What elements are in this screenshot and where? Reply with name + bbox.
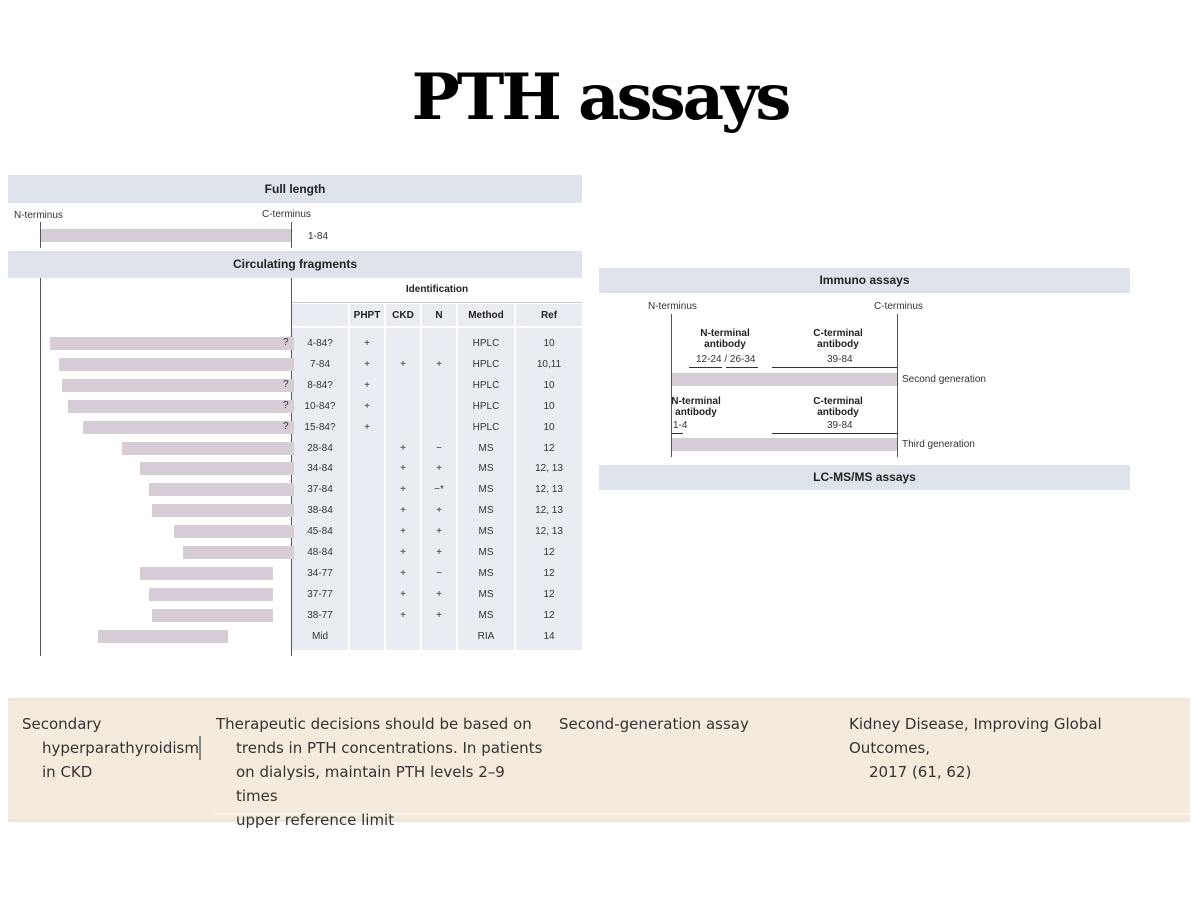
fragment-bar — [140, 462, 294, 475]
condition-line3: in CKD — [42, 763, 93, 781]
cell-frag: 10-84? — [304, 400, 336, 412]
full-length-band — [8, 175, 582, 203]
identification-header: Identification — [405, 284, 469, 295]
fragment-bar — [122, 442, 294, 455]
cell-phpt: + — [364, 379, 370, 391]
immuno-assays-band — [599, 268, 1130, 293]
third-n-epitope: 1-4 — [673, 420, 688, 431]
circulating-fragments-label: Circulating fragments — [232, 257, 358, 271]
identification-divider — [292, 302, 582, 303]
col-header-ref: Ref — [540, 310, 558, 321]
col-header-ckd: CKD — [392, 310, 414, 321]
cell-ckd: + — [400, 442, 406, 454]
fragment-bar — [62, 379, 294, 392]
cell-ref: 10 — [543, 421, 555, 433]
third-c-antibody-line2: antibody — [817, 407, 859, 418]
col-header-method: Method — [468, 310, 504, 321]
second-n-epitope-line-a — [689, 367, 722, 368]
uncertain-mark: ? — [283, 378, 289, 390]
cell-frag: 45-84 — [307, 526, 333, 538]
cell-ref: 12 — [543, 547, 555, 558]
cell-ref: 12, 13 — [535, 484, 563, 496]
cell-n: + — [436, 463, 442, 475]
col-header-n: N — [435, 310, 443, 321]
second-c-epitope: 39-84 — [827, 354, 853, 365]
recommendation-line1: Therapeutic decisions should be based on — [216, 715, 532, 733]
n-terminus-label: N-terminus — [14, 210, 63, 221]
uncertain-mark: ? — [283, 337, 289, 348]
full-length-fragment-label: 1-84 — [308, 231, 329, 242]
cell-method: MS — [478, 505, 494, 517]
c-terminus-label: C-terminus — [262, 209, 311, 220]
uncertain-mark: ? — [283, 399, 289, 411]
cell-ckd: + — [400, 567, 406, 579]
cell-frag: 8-84? — [307, 379, 333, 391]
fragment-bar — [152, 609, 272, 622]
recommendation-line4: upper reference limit — [236, 811, 395, 829]
cell-frag: 37-84 — [307, 484, 333, 496]
immuno-c-line — [897, 314, 898, 457]
third-c-epitope-line — [772, 433, 897, 434]
guideline-table-row — [8, 698, 1190, 829]
fragment-bar — [140, 567, 273, 580]
cell-n: −* — [434, 484, 444, 496]
cell-method: MS — [478, 588, 494, 600]
cell-method: RIA — [477, 630, 495, 642]
cell-ckd: + — [400, 358, 406, 370]
third-n-antibody-line2: antibody — [675, 407, 717, 418]
second-n-epitope: 12-24 / 26-34 — [696, 354, 756, 365]
second-n-antibody-line1: N-terminal — [700, 328, 750, 339]
cell-n: − — [436, 442, 442, 454]
cell-method: MS — [478, 484, 494, 496]
third-generation-bar — [672, 438, 897, 451]
cell-ref: 10 — [543, 400, 555, 412]
fragment-bar — [98, 630, 228, 643]
cell-method: HPLC — [472, 379, 500, 391]
cell-ref: 10 — [543, 338, 555, 349]
cell-ref: 12, 13 — [535, 526, 563, 538]
fragment-bar — [83, 421, 294, 434]
third-n-epitope-line — [672, 433, 683, 434]
cell-ref: 12, 13 — [535, 463, 563, 475]
cell-ckd: + — [400, 547, 406, 558]
cell-frag: 38-77 — [307, 609, 333, 621]
third-n-antibody-title — [668, 396, 724, 418]
cell-n: + — [436, 526, 442, 538]
second-generation-label: Second generation — [902, 374, 986, 385]
cell-method: MS — [478, 609, 494, 621]
reference-line2: 2017 (61, 62) — [869, 763, 972, 781]
page-title: PTH assays — [411, 60, 789, 135]
col-header-phpt: PHPT — [353, 310, 381, 321]
fragment-bar — [152, 504, 294, 517]
assay-cell: Second-generation assay — [559, 715, 749, 733]
second-n-epitope-line-b — [726, 367, 758, 368]
cell-frag: Mid — [311, 630, 329, 642]
fragment-bar — [174, 525, 294, 538]
second-n-antibody-line2: antibody — [704, 339, 746, 350]
reference-cell — [849, 712, 1184, 784]
col-bg-phpt — [350, 304, 384, 650]
cell-phpt: + — [364, 400, 370, 412]
fragment-bar — [68, 400, 294, 413]
cell-phpt: + — [364, 338, 370, 349]
cell-method: MS — [478, 567, 494, 579]
lcms-assays-band — [599, 465, 1130, 490]
cell-method: HPLC — [472, 421, 500, 433]
cell-n: + — [436, 547, 442, 558]
cell-ref: 12 — [543, 567, 555, 579]
cell-ref: 10 — [543, 379, 555, 391]
third-generation-label: Third generation — [902, 439, 975, 450]
cell-ref: 12 — [543, 588, 555, 600]
second-c-antibody-title — [800, 328, 876, 350]
third-c-antibody-line1: C-terminal — [813, 396, 863, 407]
lcms-assays-label: LC-MS/MS assays — [813, 470, 916, 484]
cell-ckd: + — [400, 588, 406, 600]
header-divider — [292, 326, 582, 328]
full-length-bar — [41, 229, 291, 242]
uncertain-mark: ? — [283, 420, 289, 432]
cell-method: HPLC — [472, 338, 500, 349]
fragments-n-line — [40, 278, 41, 656]
cell-frag: 48-84 — [307, 547, 333, 558]
cell-phpt: + — [364, 421, 370, 433]
cell-ref: 14 — [543, 630, 555, 642]
fragment-bar — [149, 483, 294, 496]
recommendation-line3: on dialysis, maintain PTH levels 2–9 times — [236, 763, 505, 805]
immuno-c-terminus-label: C-terminus — [874, 301, 923, 312]
fragment-bar — [59, 358, 294, 371]
immuno-assays-label: Immuno assays — [819, 273, 910, 287]
cell-phpt: + — [364, 358, 370, 370]
recommendation-line2: trends in PTH concentrations. In patients — [236, 739, 543, 757]
second-c-antibody-line2: antibody — [817, 339, 859, 350]
cell-frag: 37-77 — [307, 588, 333, 600]
cell-n: + — [436, 358, 442, 370]
second-generation-bar — [672, 373, 897, 386]
cell-n: + — [436, 609, 442, 621]
cell-n: − — [436, 567, 442, 579]
full-length-label: Full length — [264, 182, 326, 196]
cell-frag: 28-84 — [307, 442, 333, 454]
circulating-fragments-band — [8, 251, 582, 278]
cell-ckd: + — [400, 463, 406, 475]
cell-ckd: + — [400, 526, 406, 538]
condition-line2: hyperparathyroidism — [22, 736, 201, 760]
second-c-epitope-line — [772, 367, 897, 368]
cell-ckd: + — [400, 609, 406, 621]
third-c-antibody-title — [800, 396, 876, 418]
cell-ref: 12, 13 — [535, 505, 563, 517]
cell-frag: 38-84 — [307, 505, 333, 517]
cell-n: + — [436, 505, 442, 517]
cell-ref: 12 — [543, 442, 555, 454]
cell-method: MS — [478, 463, 494, 475]
condition-cell — [22, 712, 212, 784]
cell-method: MS — [478, 442, 494, 454]
cell-n: + — [436, 588, 442, 600]
cell-method: HPLC — [472, 358, 500, 370]
cell-frag: 34-77 — [307, 567, 333, 579]
cell-frag: 7-84 — [309, 358, 330, 370]
cell-frag: 15-84? — [304, 421, 336, 433]
cell-ckd: + — [400, 505, 406, 517]
cell-ckd: + — [400, 484, 406, 496]
cell-method: MS — [478, 526, 494, 538]
fragment-bar — [149, 588, 272, 601]
cell-ref: 12 — [543, 609, 555, 621]
third-c-epitope: 39-84 — [827, 420, 853, 431]
condition-line1: Secondary — [22, 715, 102, 733]
cell-ref: 10,11 — [536, 358, 562, 370]
cell-method: MS — [478, 547, 494, 558]
immuno-n-terminus-label: N-terminus — [648, 301, 697, 312]
recommendation-cell — [216, 712, 551, 832]
third-n-antibody-line1: N-terminal — [671, 396, 721, 407]
second-n-antibody-title — [690, 328, 760, 350]
cell-frag: 34-84 — [307, 463, 333, 475]
cell-frag: 4-84? — [307, 338, 333, 349]
c-terminus-line — [291, 222, 292, 248]
second-c-antibody-line1: C-terminal — [813, 328, 863, 339]
fragment-bar — [50, 337, 294, 350]
reference-line1: Kidney Disease, Improving Global Outcomes, — [849, 715, 1102, 757]
cell-method: HPLC — [472, 400, 500, 412]
fragment-bar — [183, 546, 294, 559]
